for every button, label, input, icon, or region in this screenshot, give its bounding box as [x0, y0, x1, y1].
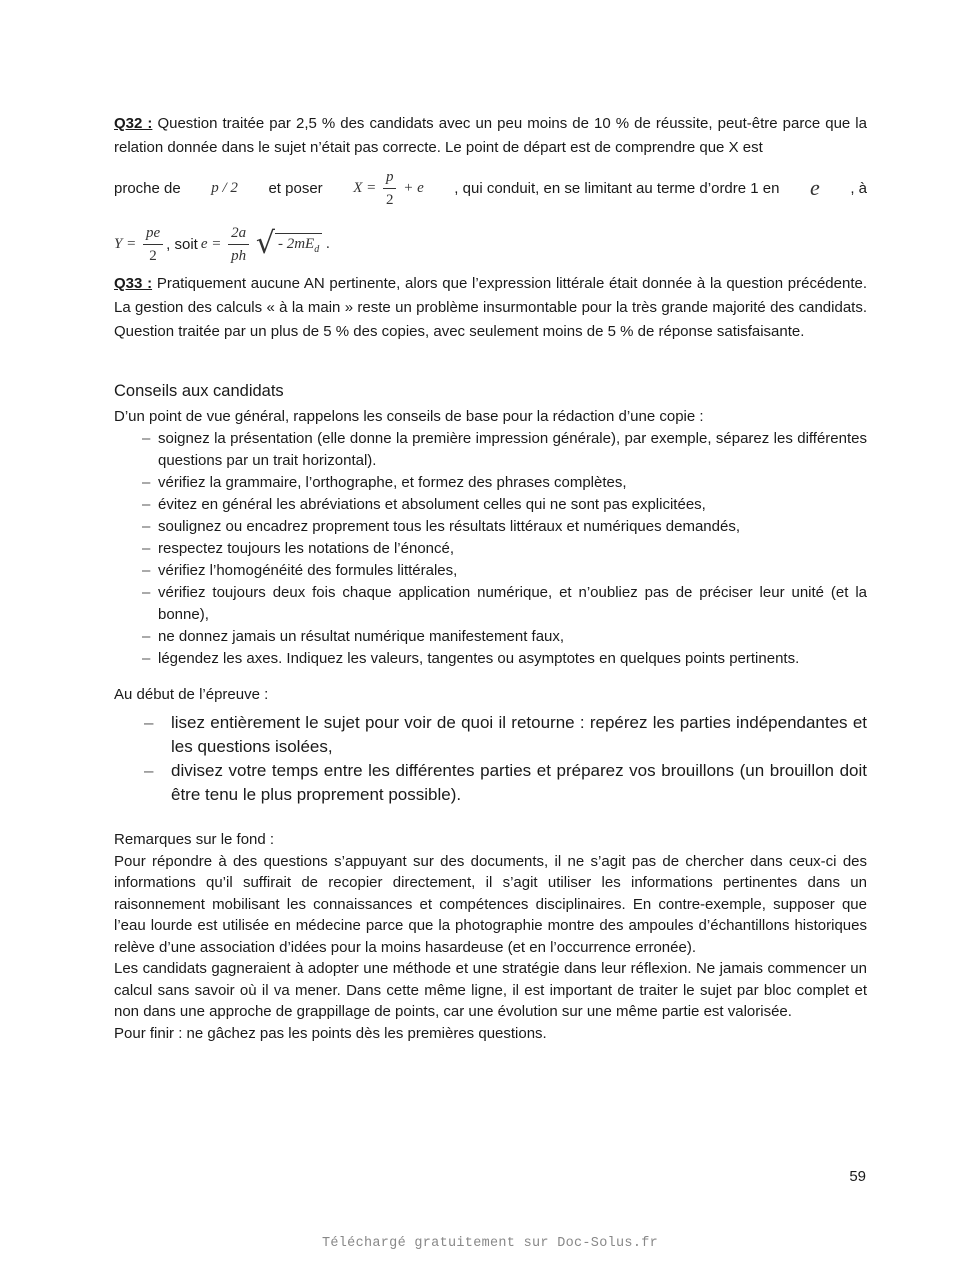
frac-den: 2: [385, 191, 394, 208]
list-item-text: lisez entièrement le sujet pour voir de quoi il retourne : repérez les parties indépendantes et les questions isolées,: [171, 713, 867, 756]
dash-marker: –: [144, 713, 154, 732]
list-item-text: soulignez ou encadrez proprement tous les résultats littéraux et numériques demandés,: [158, 517, 740, 535]
list-item-text: ne donnez jamais un résultat numérique manifestement faux,: [158, 627, 565, 645]
debut-heading: Au début de l’épreuve :: [114, 685, 269, 703]
q32-p-over-2: p / 2: [211, 179, 238, 196]
list-item: [140, 538, 867, 560]
dash-marker: –: [144, 761, 154, 780]
remarques-heading: Remarques sur le fond :: [114, 831, 275, 848]
dash-marker: –: [142, 583, 151, 601]
radicand: [275, 233, 322, 255]
remarques-paragraph-2: Les candidats gagneraient à adopter une méthode et une stratégie dans leur réflexion. Ne jamais commencer un calcul sans savoir où il va mener. Dans cette même ligne, il est important de traiter le sujet par bloc complet et non dans une approche de grappillage de points, car une évolution sur une même partie est valorisée.: [114, 960, 867, 1020]
radicand-subscript: d: [314, 244, 320, 255]
q32-paragraph: [114, 112, 867, 160]
download-footer: Téléchargé gratuitement sur Doc-Solus.fr: [321, 1236, 659, 1251]
e-variable: e: [810, 175, 820, 200]
dash-marker: –: [142, 649, 151, 667]
list-item-text: évitez en général les abréviations et absolument celles qui ne sont pas explicitées,: [158, 495, 706, 513]
debut-list: [114, 711, 867, 807]
list-item: [140, 582, 867, 626]
q32-label: Q32 :: [114, 115, 153, 132]
plus-e: + e: [403, 179, 424, 196]
q32-a: , à: [850, 179, 867, 197]
e-formula: [201, 222, 330, 267]
radical-sign: √: [255, 226, 275, 261]
formula-dot: .: [325, 235, 330, 252]
q33-text: Pratiquement aucune AN pertinente, alors que l’expression littérale était donnée à la question précédente. La gestion des calculs « à la main » reste un problème insurmontable pour la très grande majorité des candidats. Question traitée par un plus de 5 % des copies, avec seulement moins de 5 % de réponse satisfaisante.: [114, 275, 868, 340]
dash-marker: –: [142, 561, 151, 579]
dash-marker: –: [142, 495, 151, 513]
frac-den: ph: [231, 247, 247, 264]
remarques-paragraph-3: Pour finir : ne gâchez pas les points dès les premières questions.: [114, 1024, 547, 1042]
page-number: 59: [849, 1168, 866, 1185]
frac-num: 2a: [228, 222, 249, 245]
y-eq: Y =: [114, 235, 137, 252]
list-item-text: légendez les axes. Indiquez les valeurs, tangentes ou asymptotes en quelques points pertinents.: [158, 649, 800, 667]
radicand-text: - 2mE: [277, 236, 315, 252]
q32-text: Question traitée par 2,5 % des candidats avec un peu moins de 10 % de réussite, peut-être parce que la relation donnée dans le sujet n’était pas correcte. Le point de départ est de comprendre que X est: [114, 115, 867, 156]
q32-proche: proche de: [114, 179, 181, 197]
list-item-text: vérifiez la grammaire, l’orthographe, et formez des phrases complètes,: [158, 473, 627, 491]
p-over-2-fraction: [383, 166, 397, 211]
q32-formula-line: [114, 160, 867, 216]
frac-num: pe: [143, 222, 163, 245]
list-item: [140, 428, 867, 472]
dash-marker: –: [142, 539, 151, 557]
list-item-text: respectez toujours les notations de l’énoncé,: [158, 539, 455, 557]
q32-result-line: [114, 216, 867, 272]
list-item-text: vérifiez toujours deux fois chaque application numérique, et n’oubliez pas de préciser leur unité (et la bonne),: [158, 583, 867, 623]
x-eq: X =: [353, 179, 377, 196]
dash-marker: –: [142, 517, 151, 535]
q32-et-poser: et poser: [268, 179, 323, 197]
conseils-intro: D’un point de vue général, rappelons les conseils de base pour la rédaction d’une copie :: [114, 408, 704, 425]
conseils-heading: Conseils aux candidats: [114, 382, 284, 400]
list-item: [144, 759, 867, 807]
sqrt-expression: [255, 226, 322, 261]
dash-marker: –: [142, 627, 151, 645]
dash-marker: –: [142, 473, 151, 491]
list-item: [140, 494, 867, 516]
list-item: [140, 626, 867, 648]
q33-paragraph: [114, 272, 867, 344]
list-item: [144, 711, 867, 759]
q32-soit: , soit: [166, 235, 198, 253]
list-item: [140, 648, 867, 670]
dash-marker: –: [142, 429, 151, 447]
frac-num: p: [383, 166, 397, 189]
list-item-text: divisez votre temps entre les différentes parties et préparez vos brouillons (un brouillon doit être tenu le plus proprement possible).: [171, 761, 867, 804]
q33-label: Q33 :: [114, 275, 153, 292]
x-formula: [353, 166, 424, 211]
conseils-list: [114, 428, 867, 670]
list-item-text: soignez la présentation (elle donne la première impression générale), par exemple, séparez les différentes questions par un trait horizontal).: [158, 429, 867, 469]
list-item: [140, 560, 867, 582]
pe-over-2-fraction: [143, 222, 163, 267]
list-item: [140, 516, 867, 538]
e-eq: e =: [200, 235, 222, 252]
page-content: [114, 112, 867, 1044]
y-formula: [114, 222, 166, 267]
frac-den: 2: [149, 247, 157, 264]
list-item-text: vérifiez l’homogénéité des formules littérales,: [158, 561, 458, 579]
list-item: [140, 472, 867, 494]
2a-over-ph-fraction: [228, 222, 249, 267]
q32-conduit: , qui conduit, en se limitant au terme d’ordre 1 en: [454, 179, 780, 197]
remarques-paragraph-1: Pour répondre à des questions s’appuyant sur des documents, il ne s’agit pas de chercher dans ceux-ci des informations qu’il suffirait de recopier directement, il s’agit utiliser les informations pertinentes dans un raisonnement mobilisant les connaissances et compétences disciplinaires. En contre-exemple, supposer que l’eau lourde est utilisée en médecine parce que la photographie montre des ampoules d’échantillons historiques relève d’une association d’idées pour la moins hasardeuse (et en l’occurrence erronée).: [114, 852, 867, 956]
